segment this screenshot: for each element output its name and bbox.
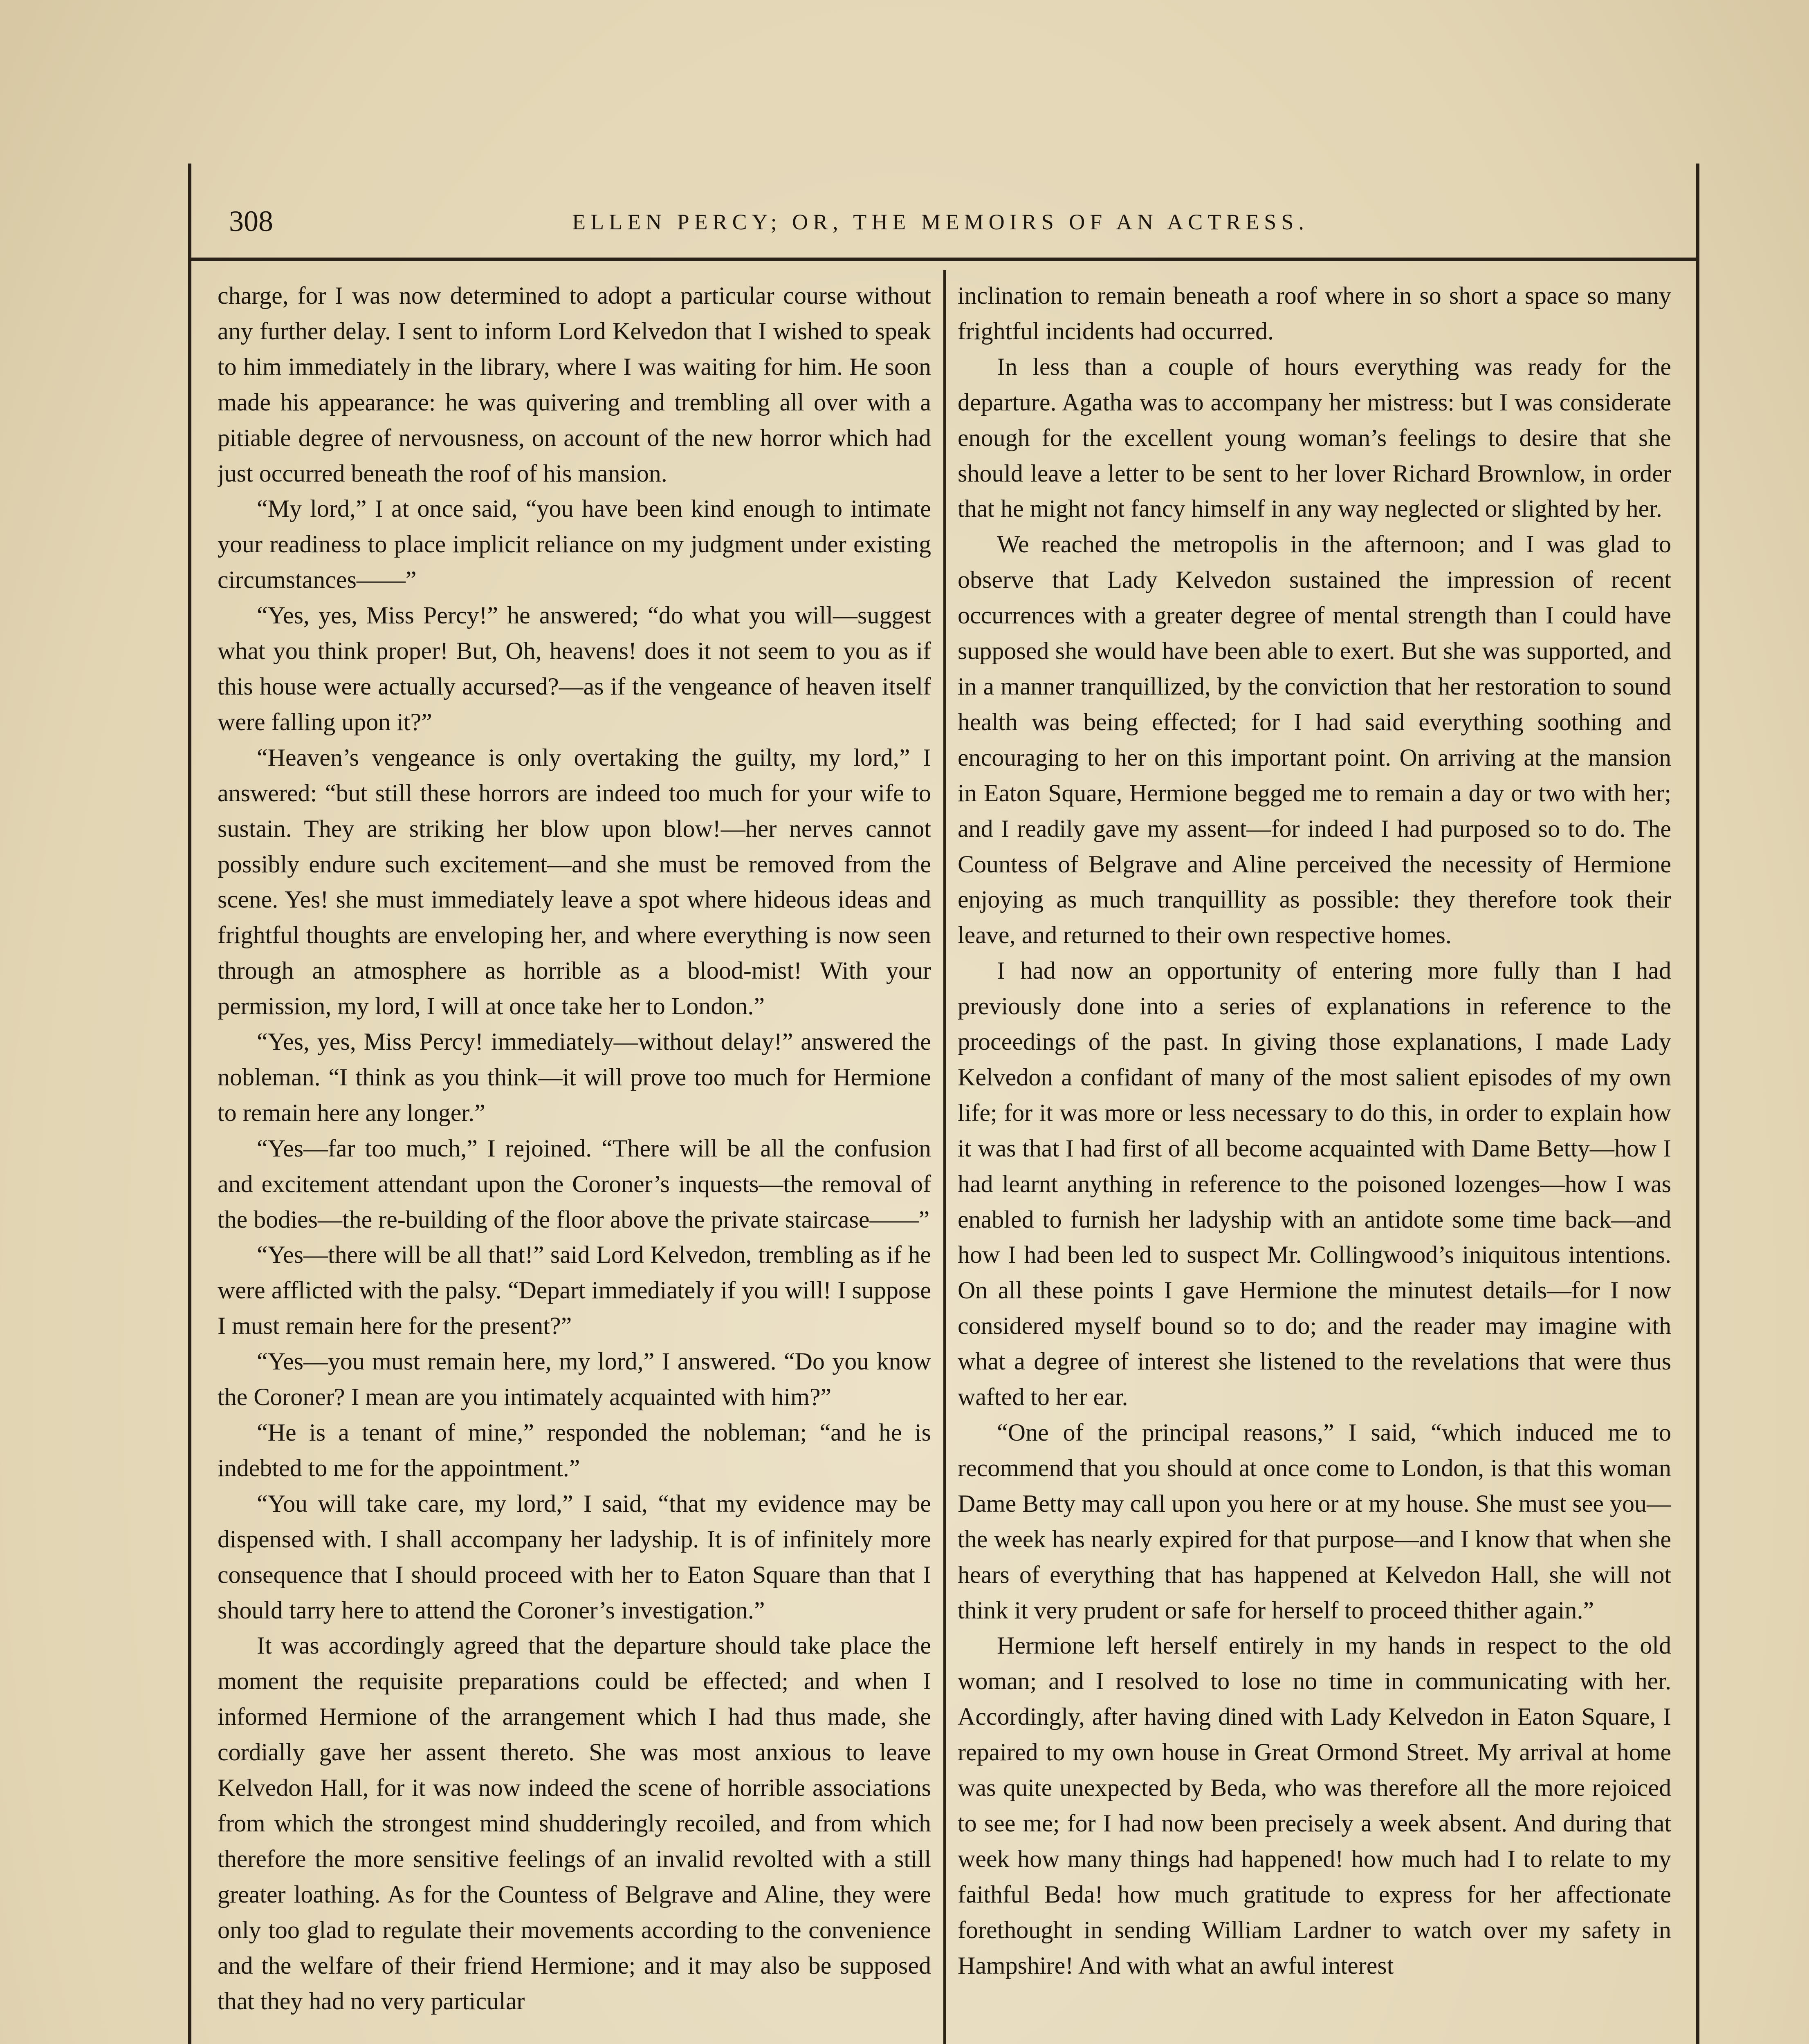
- right-column: [958, 278, 1671, 2044]
- paragraph: “One of the principal reasons,” I said, “which induced me to recommend that you should at once come to London, is that this woman Dame Betty may call upon you here or at my house. She must see you—the week has nearly expired for that purpose—and I know that when she hears of everything that has happened at Kelvedon Hall, she will not think it very prudent or safe for herself to proceed thither again.”: [958, 1419, 1671, 1624]
- column-divider: [943, 270, 946, 2044]
- paragraph: “You will take care, my lord,” I said, “that my evidence may be dispensed with. I shall accompany her ladyship. It is of infinitely more consequence that I should proceed with her to Eaton Square than that I should tarry here to attend the Coroner’s investigation.”: [218, 1490, 931, 1624]
- paragraph: “Yes—you must remain here, my lord,” I answered. “Do you know the Coroner? I mean are you intimately acquainted with him?”: [218, 1348, 931, 1411]
- running-title: ELLEN PERCY; OR, THE MEMOIRS OF AN ACTRESS.: [572, 210, 1309, 234]
- paragraph: In less than a couple of hours everything was ready for the departure. Agatha was to accompany her mistress: but I was considerate enough for the excellent young woman’s feelings to desire that she should leave a letter to be sent to her lover Richard Brownlow, in order that he might not fancy himself in any way neglected or slighted by her.: [958, 353, 1671, 522]
- paragraph: “Yes, yes, Miss Percy!” he answered; “do what you will—suggest what you think proper! But, Oh, heavens! does it not seem to you as if this house were actually accursed?—as if the vengeance of heaven itself were falling upon it?”: [218, 602, 931, 735]
- paragraph: inclination to remain beneath a roof where in so short a space so many frightful incidents had occurred.: [958, 282, 1671, 345]
- page-header: [196, 192, 1685, 249]
- paragraph: “Yes, yes, Miss Percy! immediately—without delay!” answered the nobleman. “I think as you think—it will prove too much for Hermione to remain here any longer.”: [218, 1028, 931, 1126]
- left-column: [218, 278, 931, 2044]
- paragraph: It was accordingly agreed that the departure should take place the moment the requisite preparations could be effected; and when I informed Hermione of the arrangement which I had thus made, she cordially gave her assent thereto. She was most anxious to leave Kelvedon Hall, for it was now indeed the scene of horrible associations from which the strongest mind shudderingly recoiled, and from which therefore the more sensitive feelings of an invalid revolted with a still greater loathing. As for the Countess of Belgrave and Aline, they were only too glad to regulate their movements according to the convenience and the welfare of their friend Hermione; and it may also be supposed that they had no very particular: [218, 1632, 931, 2015]
- page-number: 308: [229, 205, 273, 238]
- paragraph: charge, for I was now determined to adopt a particular course without any further delay. I sent to inform Lord Kelvedon that I wished to speak to him immediately in the library, where I was waiting for him. He soon made his appearance: he was quivering and trembling all over with a pitiable degree of nervousness, on account of the new horror which had just occurred beneath the roof of his mansion.: [218, 282, 931, 487]
- paragraph: “He is a tenant of mine,” responded the nobleman; “and he is indebted to me for the appointment.”: [218, 1419, 931, 1481]
- paragraph: “Yes—there will be all that!” said Lord Kelvedon, trembling as if he were afflicted with the palsy. “Depart immediately if you will! I suppose I must remain here for the present?”: [218, 1241, 931, 1340]
- paragraph: Hermione left herself entirely in my hands in respect to the old woman; and I resolved to lose no time in communicating with her. Accordingly, after having dined with Lady Kelvedon in Eaton Square, I repaired to my own house in Great Ormond Street. My arrival at home was quite unexpected by Beda, who was therefore all the more rejoiced to see me; for I had now been precisely a week absent. And during that week how many things had happened! how much had I to relate to my faithful Beda! how much gratitude to express for her affectionate forethought in sending William Lardner to watch over my safety in Hampshire! And with what an awful interest: [958, 1632, 1671, 1979]
- paragraph: “Heaven’s vengeance is only overtaking the guilty, my lord,” I answered: “but still these horrors are indeed too much for your wife to sustain. They are striking her blow upon blow!—her nerves cannot possibly endure such excitement—and she must be removed from the scene. Yes! she must immediately leave a spot where hideous ideas and frightful thoughts are enveloping her, and where everything is now seen through an atmosphere as horrible as a blood-mist! With your permission, my lord, I will at once take her to London.”: [218, 744, 931, 1020]
- paragraph: I had now an opportunity of entering more fully than I had previously done into a series of explanations in reference to the proceedings of the past. In giving those explanations, I made Lady Kelvedon a confidant of many of the most salient episodes of my own life; for it was more or less necessary to do this, in order to explain how it was that I had first of all become acquainted with Dame Betty—how I had learnt anything in reference to the poisoned lozenges—how I was enabled to furnish her ladyship with an antidote some time back—and how I had been led to suspect Mr. Collingwood’s iniquitous intentions. On all these points I gave Hermione the minutest details—for I now considered myself bound so to do; and the reader may imagine with what a degree of interest she listened to the revelations that were thus wafted to her ear.: [958, 957, 1671, 1411]
- paragraph: “My lord,” I at once said, “you have been kind enough to intimate your readiness to place implicit reliance on my judgment under existing circumstances——”: [218, 495, 931, 594]
- paragraph: “Yes—far too much,” I rejoined. “There will be all the confusion and excitement attendant upon the Coroner’s inquests—the removal of the bodies—the re-building of the floor above the private staircase——”: [218, 1134, 931, 1233]
- header-rule: [188, 258, 1699, 261]
- paragraph: We reached the metropolis in the afternoon; and I was glad to observe that Lady Kelvedon sustained the impression of recent occurrences with a greater degree of mental strength than I could have supposed she would have been able to exert. But she was supported, and in a manner tranquillized, by the conviction that her restoration to sound health was being effected; for I had said everything soothing and encouraging to her on this important point. On arriving at the mansion in Eaton Square, Hermione begged me to remain a day or two with her; and I readily gave my assent—for indeed I had purposed so to do. The Countess of Belgrave and Aline perceived the necessity of Hermione enjoying as much tranquillity as possible: they therefore took their leave, and returned to their own respective homes.: [958, 531, 1671, 949]
